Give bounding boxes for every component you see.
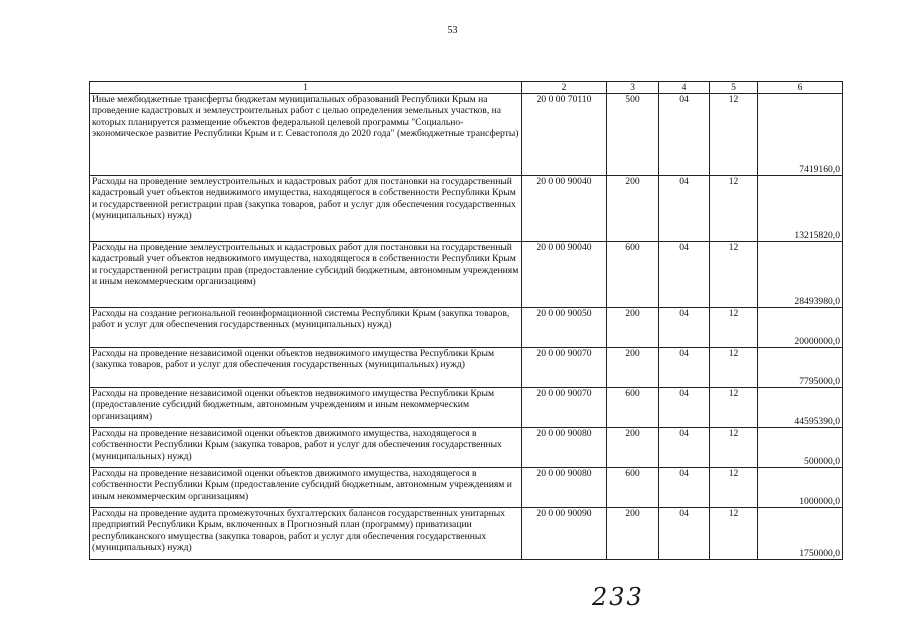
target-article-code: 20 0 00 90090 [522,508,607,560]
section-code: 04 [659,176,710,242]
budget-table [89,81,843,560]
section-code: 04 [659,94,710,176]
table-row [90,176,843,242]
expense-type-code: 200 [607,508,659,560]
section-code: 04 [659,468,710,508]
section-code: 04 [659,388,710,428]
target-article-code: 20 0 00 90050 [522,308,607,348]
expense-type-code: 200 [607,176,659,242]
table-row [90,94,843,176]
subsection-code: 12 [710,428,758,468]
subsection-code: 12 [710,468,758,508]
subsection-code: 12 [710,348,758,388]
subsection-code: 12 [710,308,758,348]
amount: 20000000,0 [758,308,843,348]
amount: 1000000,0 [758,468,843,508]
amount: 44595390,0 [758,388,843,428]
section-code: 04 [659,308,710,348]
amount: 500000,0 [758,428,843,468]
handwritten-page-note: 233 [592,583,644,611]
header-col-2: 2 [522,82,607,94]
expense-type-code: 200 [607,308,659,348]
expense-type-code: 200 [607,348,659,388]
amount: 7419160,0 [758,94,843,176]
target-article-code: 20 0 00 90080 [522,428,607,468]
table-row [90,428,843,468]
target-article-code: 20 0 00 90040 [522,242,607,308]
table-row [90,468,843,508]
subsection-code: 12 [710,388,758,428]
table-row [90,508,843,560]
target-article-code: 20 0 00 70110 [522,94,607,176]
subsection-code: 12 [710,94,758,176]
target-article-code: 20 0 00 90070 [522,388,607,428]
row-description: Расходы на создание региональной геоинформационной системы Республики Крым (закупка товаров, работ и услуг для обеспечения государственных (муниципальных) нужд) [90,308,522,348]
section-code: 04 [659,348,710,388]
budget-table-body [90,82,843,560]
header-col-4: 4 [659,82,710,94]
header-col-6: 6 [758,82,843,94]
subsection-code: 12 [710,242,758,308]
amount: 28493980,0 [758,242,843,308]
expense-type-code: 500 [607,94,659,176]
row-description: Иные межбюджетные трансферты бюджетам муниципальных образований Республики Крым на проведение кадастровых и землеустроительных работ с целью определения земельных участков, на которых планируется размещение объектов федеральной целевой программы "Социально-экономическое развитие Республики Крым и г. Севастополя до 2020 года" (межбюджетные трансферты) [90,94,522,176]
section-code: 04 [659,428,710,468]
expense-type-code: 200 [607,428,659,468]
target-article-code: 20 0 00 90040 [522,176,607,242]
row-description: Расходы на проведение землеустроительных и кадастровых работ для постановки на государственный кадастровый учет объектов недвижимого имущества, находящегося в собственности Республики Крым и государственной регистрации прав (закупка товаров, работ и услуг для обеспечения государственных (муниципальных) нужд) [90,176,522,242]
expense-type-code: 600 [607,468,659,508]
table-row [90,242,843,308]
amount: 7795000,0 [758,348,843,388]
page-number: 53 [447,25,458,36]
amount: 13215820,0 [758,176,843,242]
amount: 1750000,0 [758,508,843,560]
row-description: Расходы на проведение аудита промежуточных бухгалтерских балансов государственных унитарных предприятий Республики Крым, включенных в Прогнозный план (программу) приватизации республиканского имущества (закупка товаров, работ и услуг для обеспечения государственных (муниципальных) нужд) [90,508,522,560]
row-description: Расходы на проведение независимой оценки объектов недвижимого имущества Республики Крым (закупка товаров, работ и услуг для обеспечения государственных (муниципальных) нужд) [90,348,522,388]
table-row [90,388,843,428]
subsection-code: 12 [710,176,758,242]
target-article-code: 20 0 00 90080 [522,468,607,508]
row-description: Расходы на проведение землеустроительных и кадастровых работ для постановки на государственный кадастровый учет объектов недвижимого имущества, находящегося в собственности Республики Крым и государственной регистрации прав (предоставление субсидий бюджетным, автономным учреждениям и иным некоммерческим организациям) [90,242,522,308]
section-code: 04 [659,508,710,560]
subsection-code: 12 [710,508,758,560]
section-code: 04 [659,242,710,308]
table-header-row [90,82,843,94]
row-description: Расходы на проведение независимой оценки объектов недвижимого имущества Республики Крым (предоставление субсидий бюджетным, автономным учреждениям и иным некоммерческим организациям) [90,388,522,428]
header-col-3: 3 [607,82,659,94]
target-article-code: 20 0 00 90070 [522,348,607,388]
expense-type-code: 600 [607,388,659,428]
table-row [90,308,843,348]
expense-type-code: 600 [607,242,659,308]
header-col-5: 5 [710,82,758,94]
table-row [90,348,843,388]
header-col-1: 1 [90,82,522,94]
row-description: Расходы на проведение независимой оценки объектов движимого имущества, находящегося в собственности Республики Крым (закупка товаров, работ и услуг для обеспечения государственных (муниципальных) нужд) [90,428,522,468]
row-description: Расходы на проведение независимой оценки объектов движимого имущества, находящегося в собственности Республики Крым (предоставление субсидий бюджетным, автономным учреждениям и иным некоммерческим организациям) [90,468,522,508]
